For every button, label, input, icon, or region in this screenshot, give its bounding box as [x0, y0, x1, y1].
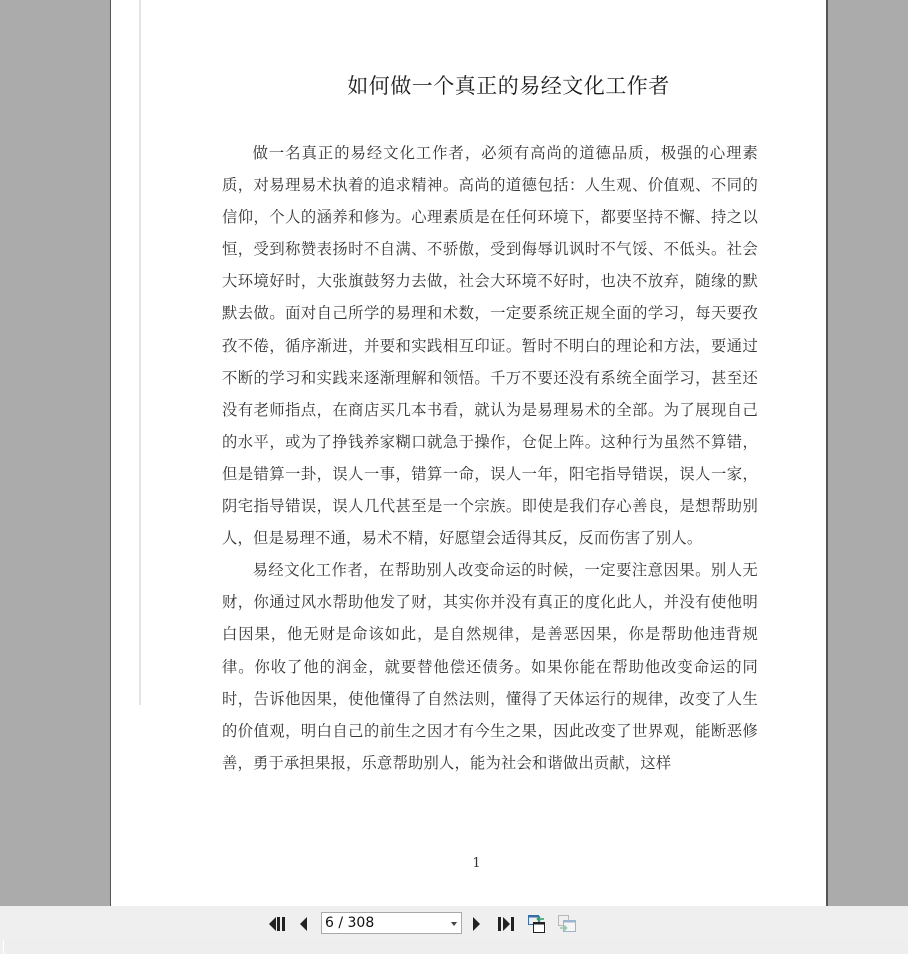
- last-page-icon: [497, 915, 517, 933]
- first-page-button[interactable]: [264, 912, 288, 936]
- chevron-down-icon[interactable]: [451, 922, 457, 926]
- insert-page-button[interactable]: [556, 912, 578, 936]
- page-number: 1: [472, 856, 481, 871]
- insert-page-icon: [557, 914, 577, 934]
- document-page: [110, 0, 828, 906]
- document-title: 如何做一个真正的易经文化工作者: [347, 74, 670, 98]
- last-page-button[interactable]: [496, 912, 518, 936]
- paragraph: 做一名真正的易经文化工作者，必须有高尚的道德品质，极强的心理素质，对易理易术执着的追求精神。高尚的道德包括：人生观、价值观、不同的信仰，个人的涵养和修为。心理素质是在任何环境下，都要坚持不懈、持之以恒，受到称赞表扬时不自满、不骄傲，受到侮辱讥讽时不气馁、不低头。社会大环境好时，大张旗鼓努力去做，社会大环境不好时，也决不放弃，随缘的默默去做。面对自己所学的易理和术数，一定要系统正规全面的学习，每天要孜孜不倦，循序渐进，并要和实践相互印证。暂时不明白的理论和方法，要通过不断的学习和实践来逐渐理解和领悟。千万不要还没有系统全面学习，甚至还没有老师指点，在商店买几本书看，就认为是易理易术的全部。为了展现自己的水平，或为了挣钱养家糊口就急于操作，仓促上阵。这种行为虽然不算错，但是错算一卦，误人一事，错算一命，误人一年，阳宅指导错误，误人一家，阴宅指导错误，误人几代甚至是一个宗族。即使是我们存心善良，是想帮助别人，但是易理不通，易术不精，好愿望会适得其反，反而伤害了别人。: [222, 144, 758, 548]
- extract-page-button[interactable]: [526, 912, 548, 936]
- previous-page-button[interactable]: [294, 912, 312, 936]
- first-page-icon: [266, 915, 286, 933]
- extract-page-icon: [527, 914, 547, 934]
- margin-line: [139, 0, 141, 705]
- next-page-button[interactable]: [468, 912, 486, 936]
- page-navigation-toolbar: [0, 906, 908, 954]
- next-page-icon: [470, 915, 484, 933]
- previous-page-icon: [296, 915, 310, 933]
- paragraph: 易经文化工作者，在帮助别人改变命运的时候，一定要注意因果。别人无财，你通过风水帮助他发了财，其实你并没有真正的度化此人，并没有使他明白因果，他无财是命该如此，是自然规律，是善恶因果，你是帮助他违背规律。你收了他的润金，就要替他偿还债务。如果你能在帮助他改变命运的同时，告诉他因果，使他懂得了自然法则，懂得了天体运行的规律，改变了人生的价值观，明白自己的前生之因才有今生之果，因此改变了世界观，能断恶修善，勇于承担果报，乐意帮助别人，能为社会和谐做出贡献，这样: [222, 561, 758, 772]
- page-selector-dropdown[interactable]: [321, 912, 462, 934]
- page-selector-value: 6 / 308: [325, 915, 375, 931]
- status-strip: [3, 940, 908, 954]
- document-body: [222, 137, 758, 779]
